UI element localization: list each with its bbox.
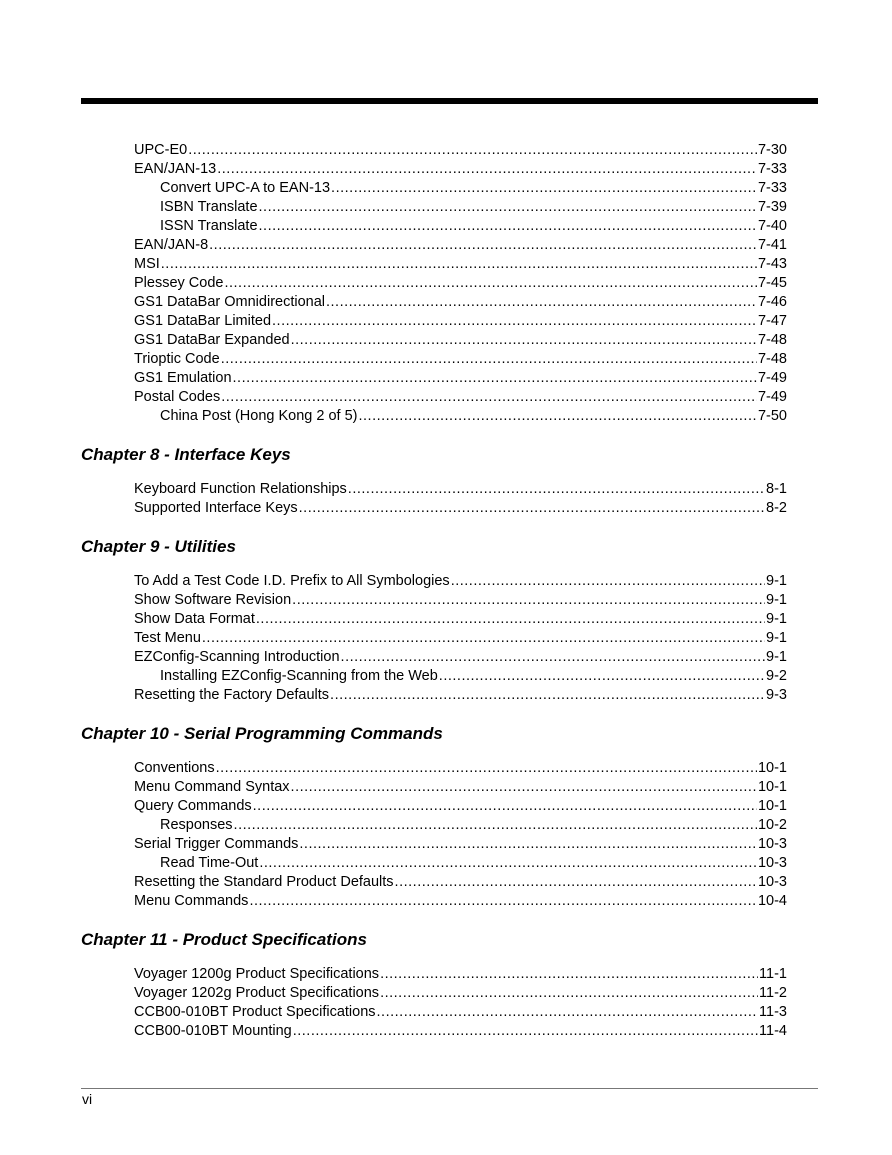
toc-entry-page: 11-3 [759, 1004, 787, 1020]
toc-entry[interactable] [134, 255, 787, 274]
toc-entry[interactable] [134, 778, 787, 797]
toc-entry-page: 7-50 [757, 408, 787, 424]
toc-entry-page: 7-47 [757, 313, 787, 329]
toc-entry-page: 9-1 [766, 611, 787, 627]
toc-entry-label: Query Commands [134, 798, 252, 814]
dot-leader [291, 331, 757, 350]
toc-entry-label: CCB00-010BT Mounting [134, 1023, 292, 1039]
toc-entry-label: GS1 DataBar Limited [134, 313, 272, 329]
dot-leader [358, 407, 756, 426]
table-of-contents [0, 141, 892, 1041]
toc-entry-label: Menu Commands [134, 893, 249, 909]
dot-leader [293, 1022, 758, 1041]
dot-leader [221, 350, 757, 369]
toc-entry[interactable] [134, 610, 787, 629]
toc-entry-label: Voyager 1200g Product Specifications [134, 966, 380, 982]
toc-entry[interactable] [134, 388, 787, 407]
toc-entry-label: Serial Trigger Commands [134, 836, 299, 852]
toc-entry-page: 10-4 [757, 893, 787, 909]
toc-entry-label: To Add a Test Code I.D. Prefix to All Symbologies [134, 573, 450, 589]
toc-entry-label: Plessey Code [134, 275, 224, 291]
chapter-heading: Chapter 11 - Product Specifications [81, 930, 367, 949]
dot-leader [259, 217, 757, 236]
toc-entry-page: 9-1 [766, 592, 787, 608]
dot-leader [209, 236, 757, 255]
dot-leader [272, 312, 757, 331]
dot-leader [326, 293, 757, 312]
toc-entry-label: EAN/JAN-8 [134, 237, 209, 253]
toc-entry-label: Conventions [134, 760, 215, 776]
toc-entry-page: 7-39 [757, 199, 787, 215]
dot-leader [256, 610, 765, 629]
toc-entry-page: 8-2 [766, 500, 787, 516]
toc-entry-label: Postal Codes [134, 389, 221, 405]
dot-leader [249, 892, 757, 911]
toc-entry[interactable] [134, 293, 787, 312]
toc-entry-label: GS1 Emulation [134, 370, 232, 386]
toc-entry[interactable] [134, 312, 787, 331]
toc-entry[interactable] [134, 686, 787, 705]
toc-entry[interactable] [134, 1022, 787, 1041]
toc-entry-label: GS1 DataBar Expanded [134, 332, 290, 348]
toc-entry-page: 7-30 [757, 142, 787, 158]
dot-leader [299, 499, 765, 518]
toc-entry-page: 10-1 [757, 779, 787, 795]
toc-entry-label: Voyager 1202g Product Specifications [134, 985, 380, 1001]
dot-leader [224, 274, 757, 293]
toc-entry-label: UPC-E0 [134, 142, 188, 158]
toc-entry-label: EAN/JAN-13 [134, 161, 217, 177]
dot-leader [330, 686, 765, 705]
toc-entry[interactable] [160, 179, 787, 198]
toc-entry[interactable] [134, 572, 787, 591]
dot-leader [331, 179, 757, 198]
toc-entry-label: EZConfig-Scanning Introduction [134, 649, 340, 665]
dot-leader [188, 141, 757, 160]
toc-entry[interactable] [160, 407, 787, 426]
toc-entry-page: 7-49 [757, 389, 787, 405]
toc-entry-page: 9-1 [766, 649, 787, 665]
toc-entry-label: CCB00-010BT Product Specifications [134, 1004, 376, 1020]
dot-leader [233, 369, 757, 388]
toc-entry[interactable] [160, 816, 787, 835]
toc-entry-page: 11-1 [759, 966, 787, 982]
toc-entry-label: Keyboard Function Relationships [134, 481, 347, 497]
dot-leader [395, 873, 757, 892]
toc-entry[interactable] [134, 629, 787, 648]
toc-entry-label: Installing EZConfig-Scanning from the Web [160, 668, 438, 684]
toc-entry[interactable] [134, 648, 787, 667]
toc-entry[interactable] [134, 1003, 787, 1022]
toc-entry-page: 10-1 [757, 798, 787, 814]
footer-rule [81, 1088, 818, 1089]
toc-entry-page: 7-41 [757, 237, 787, 253]
toc-entry-label: Read Time-Out [160, 855, 259, 871]
toc-entry-page: 7-48 [757, 351, 787, 367]
toc-entry[interactable] [134, 873, 787, 892]
toc-entry-label: Supported Interface Keys [134, 500, 298, 516]
dot-leader [234, 816, 757, 835]
toc-entry-label: China Post (Hong Kong 2 of 5) [160, 408, 358, 424]
toc-entry[interactable] [134, 835, 787, 854]
toc-entry[interactable] [134, 499, 787, 518]
toc-entry[interactable] [134, 274, 787, 293]
dot-leader [259, 854, 757, 873]
toc-entry-label: MSI [134, 256, 160, 272]
dot-leader [202, 629, 765, 648]
toc-entry[interactable] [160, 854, 787, 873]
dot-leader [259, 198, 757, 217]
toc-entry[interactable] [134, 350, 787, 369]
toc-entry-page: 7-49 [757, 370, 787, 386]
toc-entry[interactable] [134, 759, 787, 778]
toc-entry[interactable] [134, 797, 787, 816]
toc-entry[interactable] [134, 331, 787, 350]
dot-leader [348, 480, 765, 499]
dot-leader [161, 255, 757, 274]
toc-entry-label: Show Data Format [134, 611, 255, 627]
toc-entry-label: Test Menu [134, 630, 201, 646]
dot-leader [253, 797, 757, 816]
toc-entry-page: 7-33 [757, 161, 787, 177]
toc-entry[interactable] [134, 965, 787, 984]
toc-entry[interactable] [134, 141, 787, 160]
dot-leader [377, 1003, 759, 1022]
toc-entry[interactable] [160, 217, 787, 236]
chapter-heading: Chapter 8 - Interface Keys [81, 445, 291, 464]
toc-entry-label: Resetting the Standard Product Defaults [134, 874, 394, 890]
toc-entry-page: 8-1 [766, 481, 787, 497]
toc-entry[interactable] [160, 667, 787, 686]
toc-entry-page: 11-2 [759, 985, 787, 1001]
dot-leader [451, 572, 765, 591]
toc-entry-label: GS1 DataBar Omnidirectional [134, 294, 325, 310]
dot-leader [216, 759, 757, 778]
toc-entry-label: ISSN Translate [160, 218, 258, 234]
toc-entry-page: 10-2 [757, 817, 787, 833]
chapter-heading: Chapter 10 - Serial Programming Commands [81, 724, 443, 743]
toc-entry-page: 7-48 [757, 332, 787, 348]
dot-leader [380, 984, 758, 1003]
page-number: vi [82, 1091, 93, 1107]
toc-entry-page: 10-3 [757, 855, 787, 871]
toc-entry-page: 7-40 [757, 218, 787, 234]
toc-entry-page: 7-45 [757, 275, 787, 291]
toc-entry-page: 10-3 [757, 874, 787, 890]
toc-entry-label: Trioptic Code [134, 351, 220, 367]
toc-entry[interactable] [134, 160, 787, 179]
chapter-heading: Chapter 9 - Utilities [81, 537, 236, 556]
toc-entry-label: Show Software Revision [134, 592, 292, 608]
dot-leader [221, 388, 757, 407]
toc-entry-label: Responses [160, 817, 233, 833]
toc-entry-page: 9-2 [766, 668, 787, 684]
toc-entry-page: 11-4 [759, 1023, 787, 1039]
toc-entry-page: 9-1 [766, 630, 787, 646]
dot-leader [291, 778, 757, 797]
toc-entry[interactable] [134, 480, 787, 499]
toc-entry[interactable] [134, 892, 787, 911]
toc-entry-page: 7-33 [757, 180, 787, 196]
dot-leader [380, 965, 758, 984]
dot-leader [299, 835, 757, 854]
dot-leader [217, 160, 757, 179]
header-rule [81, 98, 818, 104]
toc-entry-page: 9-1 [766, 573, 787, 589]
toc-entry-page: 7-43 [757, 256, 787, 272]
toc-entry[interactable] [160, 198, 787, 217]
dot-leader [341, 648, 765, 667]
toc-entry-page: 7-46 [757, 294, 787, 310]
toc-entry-label: Menu Command Syntax [134, 779, 290, 795]
toc-entry[interactable] [134, 369, 787, 388]
toc-entry-label: Resetting the Factory Defaults [134, 687, 330, 703]
toc-entry[interactable] [134, 236, 787, 255]
toc-entry[interactable] [134, 984, 787, 1003]
toc-entry-page: 9-3 [766, 687, 787, 703]
toc-entry-page: 10-1 [757, 760, 787, 776]
toc-entry-label: Convert UPC-A to EAN-13 [160, 180, 331, 196]
dot-leader [292, 591, 765, 610]
toc-entry[interactable] [134, 591, 787, 610]
toc-entry-label: ISBN Translate [160, 199, 258, 215]
dot-leader [439, 667, 765, 686]
toc-entry-page: 10-3 [757, 836, 787, 852]
